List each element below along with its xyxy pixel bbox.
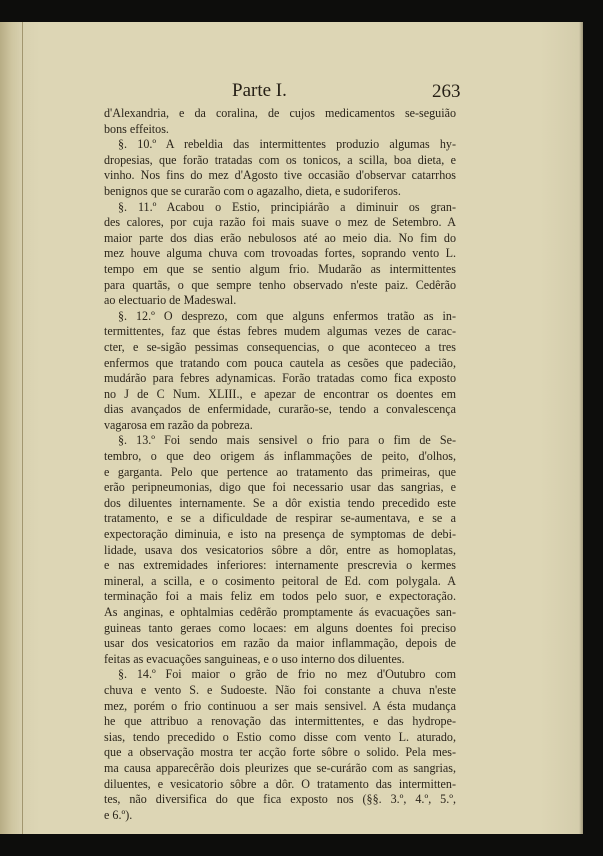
page-edge-shadow [579, 22, 583, 834]
text-line: erão peripneumonias, digo que foi necessario usar das sangrias, e [104, 480, 456, 495]
text-line: mez, porém o frio continuou a ser mais sensivel. A ésta mudança [104, 698, 456, 713]
page-number: 263 [432, 81, 461, 102]
text-line: dias avançados de enfermidade, curarão-se, tendo a convalescença [104, 402, 456, 417]
text-line: ma causa apparecêrão dois pleurizes que se-curárão com as sangrias, [104, 760, 456, 775]
text-line: dropesias, que forão tratadas com os tonicos, a scilla, boa dieta, e [104, 152, 456, 167]
text-line: tratamento, e se a dificuldade de respirar se-aumentava, e se a [104, 511, 456, 526]
text-line: dos diluentes internamente. Se a dôr existia tendo precedido este [104, 495, 456, 510]
text-line: expectoração diminuia, e isto na presença de symptomas de debi- [104, 527, 456, 542]
text-line: benignos que se curarão com o agazalho, dieta, e sudoriferos. [104, 183, 401, 198]
text-line: §. 13.º Foi sendo mais sensivel o frio para o fim de Se- [118, 433, 456, 448]
text-line: tempo em que se sentio algum frio. Mudarão as intermittentes [104, 261, 456, 276]
text-line: cter, e se-sigão pessimas consequencias, o que aconteceo a tres [104, 339, 456, 354]
text-line: terminação foi a mais feliz em todos pelo suor, e expectoração. [104, 589, 456, 604]
book-page [0, 22, 583, 834]
text-line: no J de C Num. XLIII., e apezar de encontrar os doentes em [104, 386, 456, 401]
text-line: tembro, o que deo origem ás inflammações de peito, d'olhos, [104, 449, 456, 464]
body-text [104, 106, 456, 823]
text-line: he que attribuo a renovação das intermittentes, e das hydrope- [104, 714, 456, 729]
text-line: mineral, a scilla, e o cosimento peitoral de Ed. com polygala. A [104, 573, 456, 588]
text-line: para quartãs, o que sempre tenho observado n'este paiz. Cedêrão [104, 277, 456, 292]
text-line: sias, tendo precedido o Estio como disse com vento L. aturado, [104, 729, 456, 744]
text-line: e garganta. Pelo que pertence ao tratamento das primeiras, que [104, 464, 456, 479]
text-line: que a observação mostra ter acção forte sôbre o solido. Pela mes- [104, 745, 456, 760]
text-line: §. 14.º Foi maior o grão de frio no mez d'Outubro com [118, 667, 456, 682]
text-line: vagarosa em razão da pobreza. [104, 417, 253, 432]
text-line: d'Alexandria, e da coralina, de cujos medicamentos se-seguião [104, 106, 456, 120]
text-line: des calores, por cuja razão foi mais suave o mez de Setembro. A [104, 215, 456, 230]
page-header [0, 80, 583, 106]
text-line: mez houve alguma chuva com trovoadas fortes, soprando vento L. [104, 246, 456, 261]
text-line: §. 10.º A rebeldia das intermittentes produzio algumas hy- [118, 137, 456, 152]
text-line: termittentes, faz que éstas febres mudem algumas vezes de carac- [104, 324, 456, 339]
text-line: mudárão para febres adynamicas. Forão tratadas como fica exposto [104, 371, 456, 386]
text-line: As anginas, e ophtalmias cedêrão promptamente ás evacuações san- [104, 605, 456, 619]
text-line: chuva e vento S. e Sudoeste. Não foi constante a chuva n'este [104, 682, 456, 697]
text-line: e nas extremidades inferiores: internamente prescrevia o kermes [104, 558, 456, 573]
text-line: diluentes, e vesicatorio sôbre a dôr. O tratamento das intermitten- [104, 776, 456, 791]
binding-gutter [0, 22, 23, 834]
text-line: e 6.º). [104, 807, 133, 822]
text-line: tes, não diversifica do que fica exposto nos (§§. 3.º, 4.º, 5.º, [104, 792, 456, 807]
text-line: vinho. Nos fins do mez d'Agosto tive occasião d'observar catarrhos [104, 168, 456, 183]
text-line: guineas tanto geraes como locaes: em alguns doentes foi preciso [104, 620, 456, 635]
text-line: lidade, usava dos vesicatorios sôbre a dôr, entre as homoplatas, [104, 542, 456, 557]
text-line: §. 11.º Acabou o Estio, principiárão a diminuir os gran- [118, 199, 456, 214]
text-line: usar dos vesicatorios em razão da maior inflammação, depois de [104, 636, 456, 651]
text-line: enfermos que tratando com pouca cautela as cesões que padecião, [104, 355, 456, 370]
text-line: maior parte dos dias erão nebulosos até ao meio dia. No fim do [104, 230, 456, 245]
text-line: ao electuario de Madeswal. [104, 293, 237, 308]
text-line: feitas as evacuações sanguineas, e o uso interno dos diluentes. [104, 651, 405, 666]
running-title: Parte I. [232, 80, 287, 101]
text-line: §. 12.º O desprezo, com que alguns enfermos tratão as in- [118, 308, 456, 323]
text-line: bons effeitos. [104, 121, 169, 136]
